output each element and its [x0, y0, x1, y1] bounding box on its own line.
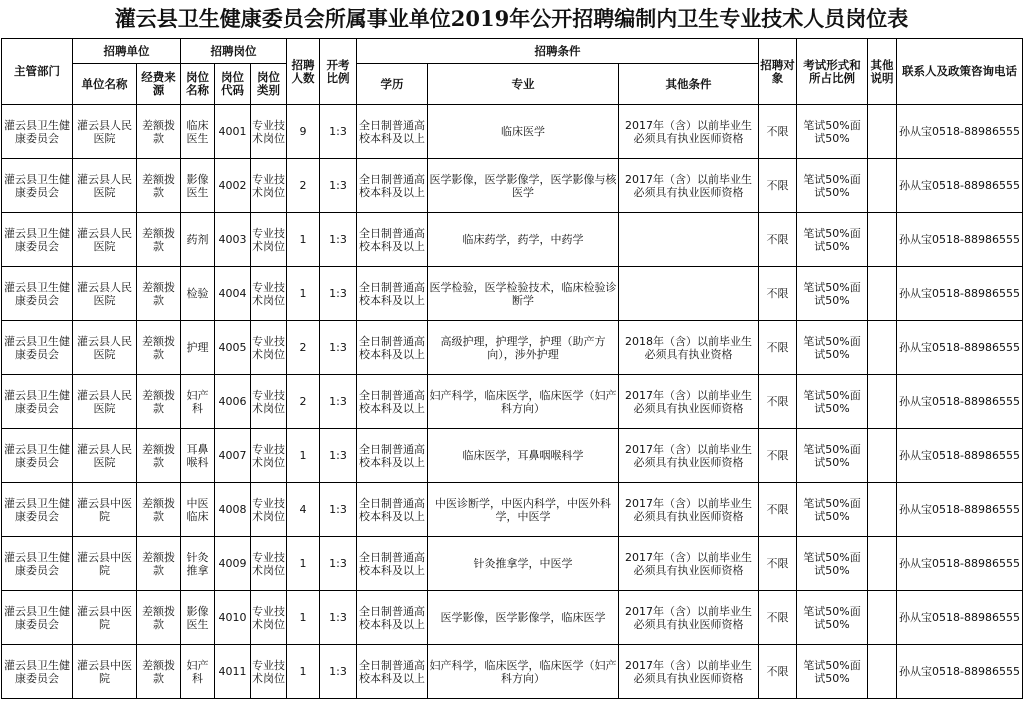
cell-other-condition: 2017年（含）以前毕业生必须具有执业医师资格: [619, 591, 759, 645]
table-row: [2, 321, 1023, 375]
cell-target: 不限: [759, 645, 797, 699]
cell-exam: 笔试50%面试50%: [797, 483, 868, 537]
cell-contact: 孙从宝0518-88986555: [897, 105, 1023, 159]
header-count: 招聘人数: [287, 39, 320, 105]
cell-other-condition: 2017年（含）以前毕业生必须具有执业医师资格: [619, 483, 759, 537]
cell-post-type: 专业技术岗位: [251, 321, 287, 375]
cell-note: [868, 483, 897, 537]
cell-post-name: 中医临床: [181, 483, 215, 537]
cell-other-condition: [619, 213, 759, 267]
header-post-type: 岗位类别: [251, 64, 287, 105]
cell-other-condition: 2017年（含）以前毕业生必须具有执业医师资格: [619, 537, 759, 591]
cell-count: 9: [287, 105, 320, 159]
cell-post-name: 药剂: [181, 213, 215, 267]
cell-funding: 差额拨款: [137, 591, 181, 645]
cell-education: 全日制普通高校本科及以上: [357, 321, 428, 375]
cell-major: 临床药学，药学，中药学: [428, 213, 619, 267]
cell-post-type: 专业技术岗位: [251, 537, 287, 591]
cell-contact: 孙从宝0518-88986555: [897, 591, 1023, 645]
cell-post-code: 4008: [215, 483, 251, 537]
cell-note: [868, 645, 897, 699]
cell-post-type: 专业技术岗位: [251, 591, 287, 645]
cell-count: 2: [287, 375, 320, 429]
header-other-note: 其他说明: [868, 39, 897, 105]
cell-count: 2: [287, 321, 320, 375]
table-row: [2, 213, 1023, 267]
header-contact: 联系人及政策咨询电话: [897, 39, 1023, 105]
cell-funding: 差额拨款: [137, 267, 181, 321]
cell-major: 高级护理，护理学，护理（助产方向），涉外护理: [428, 321, 619, 375]
cell-exam: 笔试50%面试50%: [797, 105, 868, 159]
cell-post-type: 专业技术岗位: [251, 159, 287, 213]
cell-contact: 孙从宝0518-88986555: [897, 429, 1023, 483]
cell-exam: 笔试50%面试50%: [797, 645, 868, 699]
cell-dept: 灌云县卫生健康委员会: [2, 483, 73, 537]
cell-note: [868, 213, 897, 267]
cell-unit-name: 灌云县中医院: [73, 591, 137, 645]
cell-count: 2: [287, 159, 320, 213]
cell-major: 妇产科学，临床医学，临床医学（妇产科方向）: [428, 375, 619, 429]
cell-dept: 灌云县卫生健康委员会: [2, 375, 73, 429]
cell-dept: 灌云县卫生健康委员会: [2, 537, 73, 591]
cell-contact: 孙从宝0518-88986555: [897, 483, 1023, 537]
cell-post-code: 4002: [215, 159, 251, 213]
cell-funding: 差额拨款: [137, 537, 181, 591]
cell-post-name: 影像医生: [181, 591, 215, 645]
positions-table: [1, 38, 1023, 699]
table-row: [2, 375, 1023, 429]
cell-funding: 差额拨款: [137, 645, 181, 699]
cell-dept: 灌云县卫生健康委员会: [2, 213, 73, 267]
cell-target: 不限: [759, 483, 797, 537]
cell-unit-name: 灌云县人民医院: [73, 429, 137, 483]
table-row: [2, 159, 1023, 213]
cell-other-condition: 2017年（含）以前毕业生必须具有执业医师资格: [619, 105, 759, 159]
cell-dept: 灌云县卫生健康委员会: [2, 321, 73, 375]
cell-post-code: 4006: [215, 375, 251, 429]
cell-unit-name: 灌云县中医院: [73, 645, 137, 699]
cell-post-type: 专业技术岗位: [251, 645, 287, 699]
cell-post-code: 4010: [215, 591, 251, 645]
cell-target: 不限: [759, 375, 797, 429]
cell-ratio: 1:3: [320, 429, 357, 483]
table-body: [2, 105, 1023, 699]
cell-note: [868, 537, 897, 591]
cell-post-code: 4003: [215, 213, 251, 267]
cell-note: [868, 429, 897, 483]
header-post-group: 招聘岗位: [181, 39, 287, 64]
cell-note: [868, 321, 897, 375]
cell-count: 1: [287, 267, 320, 321]
header-other-condition: 其他条件: [619, 64, 759, 105]
cell-count: 1: [287, 429, 320, 483]
cell-post-name: 影像医生: [181, 159, 215, 213]
cell-target: 不限: [759, 591, 797, 645]
table-row: [2, 483, 1023, 537]
header-post-name: 岗位名称: [181, 64, 215, 105]
cell-ratio: 1:3: [320, 591, 357, 645]
cell-note: [868, 159, 897, 213]
page-title: 灌云县卫生健康委员会所属事业单位2019年公开招聘编制内卫生专业技术人员岗位表: [114, 6, 909, 31]
table-row: [2, 429, 1023, 483]
cell-post-code: 4009: [215, 537, 251, 591]
table-row: [2, 105, 1023, 159]
header-dept: 主管部门: [2, 39, 73, 105]
cell-education: 全日制普通高校本科及以上: [357, 483, 428, 537]
cell-target: 不限: [759, 537, 797, 591]
cell-note: [868, 105, 897, 159]
cell-education: 全日制普通高校本科及以上: [357, 213, 428, 267]
cell-other-condition: 2017年（含）以前毕业生必须具有执业医师资格: [619, 375, 759, 429]
cell-ratio: 1:3: [320, 105, 357, 159]
cell-exam: 笔试50%面试50%: [797, 321, 868, 375]
cell-contact: 孙从宝0518-88986555: [897, 159, 1023, 213]
cell-note: [868, 375, 897, 429]
cell-education: 全日制普通高校本科及以上: [357, 105, 428, 159]
cell-major: 医学影像，医学影像学，临床医学: [428, 591, 619, 645]
header-major: 专业: [428, 64, 619, 105]
cell-count: 1: [287, 591, 320, 645]
cell-post-name: 妇产科: [181, 375, 215, 429]
cell-post-code: 4011: [215, 645, 251, 699]
cell-post-code: 4001: [215, 105, 251, 159]
cell-target: 不限: [759, 321, 797, 375]
cell-target: 不限: [759, 267, 797, 321]
cell-exam: 笔试50%面试50%: [797, 537, 868, 591]
cell-contact: 孙从宝0518-88986555: [897, 375, 1023, 429]
cell-post-code: 4005: [215, 321, 251, 375]
cell-dept: 灌云县卫生健康委员会: [2, 429, 73, 483]
cell-contact: 孙从宝0518-88986555: [897, 321, 1023, 375]
cell-post-name: 针灸推拿: [181, 537, 215, 591]
header-unit-name: 单位名称: [73, 64, 137, 105]
cell-exam: 笔试50%面试50%: [797, 591, 868, 645]
cell-post-code: 4007: [215, 429, 251, 483]
cell-dept: 灌云县卫生健康委员会: [2, 159, 73, 213]
cell-major: 妇产科学，临床医学，临床医学（妇产科方向）: [428, 645, 619, 699]
cell-count: 1: [287, 213, 320, 267]
cell-major: 医学检验，医学检验技术，临床检验诊断学: [428, 267, 619, 321]
cell-unit-name: 灌云县人民医院: [73, 105, 137, 159]
cell-exam: 笔试50%面试50%: [797, 267, 868, 321]
header-ratio: 开考比例: [320, 39, 357, 105]
cell-dept: 灌云县卫生健康委员会: [2, 645, 73, 699]
cell-exam: 笔试50%面试50%: [797, 213, 868, 267]
cell-exam: 笔试50%面试50%: [797, 429, 868, 483]
cell-education: 全日制普通高校本科及以上: [357, 267, 428, 321]
cell-education: 全日制普通高校本科及以上: [357, 429, 428, 483]
cell-unit-name: 灌云县人民医院: [73, 159, 137, 213]
header-exam: 考试形式和所占比例: [797, 39, 868, 105]
cell-unit-name: 灌云县人民医院: [73, 321, 137, 375]
cell-unit-name: 灌云县人民医院: [73, 267, 137, 321]
cell-other-condition: [619, 267, 759, 321]
table-row: [2, 645, 1023, 699]
cell-post-name: 耳鼻喉科: [181, 429, 215, 483]
header-post-code: 岗位代码: [215, 64, 251, 105]
cell-unit-name: 灌云县中医院: [73, 537, 137, 591]
cell-ratio: 1:3: [320, 267, 357, 321]
cell-education: 全日制普通高校本科及以上: [357, 591, 428, 645]
cell-post-type: 专业技术岗位: [251, 105, 287, 159]
cell-major: 针灸推拿学，中医学: [428, 537, 619, 591]
cell-count: 1: [287, 537, 320, 591]
cell-unit-name: 灌云县人民医院: [73, 375, 137, 429]
cell-education: 全日制普通高校本科及以上: [357, 645, 428, 699]
cell-note: [868, 267, 897, 321]
cell-post-type: 专业技术岗位: [251, 213, 287, 267]
cell-contact: 孙从宝0518-88986555: [897, 213, 1023, 267]
cell-count: 4: [287, 483, 320, 537]
cell-ratio: 1:3: [320, 321, 357, 375]
cell-post-type: 专业技术岗位: [251, 267, 287, 321]
cell-count: 1: [287, 645, 320, 699]
cell-major: 临床医学，耳鼻咽喉科学: [428, 429, 619, 483]
cell-contact: 孙从宝0518-88986555: [897, 645, 1023, 699]
cell-major: 医学影像，医学影像学，医学影像与核医学: [428, 159, 619, 213]
cell-ratio: 1:3: [320, 645, 357, 699]
cell-contact: 孙从宝0518-88986555: [897, 537, 1023, 591]
cell-ratio: 1:3: [320, 213, 357, 267]
cell-funding: 差额拨款: [137, 105, 181, 159]
cell-major: 中医诊断学，中医内科学，中医外科学，中医学: [428, 483, 619, 537]
cell-funding: 差额拨款: [137, 213, 181, 267]
table-row: [2, 591, 1023, 645]
header-row-1: [2, 39, 1023, 64]
cell-ratio: 1:3: [320, 483, 357, 537]
cell-ratio: 1:3: [320, 537, 357, 591]
cell-dept: 灌云县卫生健康委员会: [2, 591, 73, 645]
cell-other-condition: 2018年（含）以前毕业生必须具有执业资格: [619, 321, 759, 375]
cell-post-type: 专业技术岗位: [251, 483, 287, 537]
cell-dept: 灌云县卫生健康委员会: [2, 267, 73, 321]
cell-contact: 孙从宝0518-88986555: [897, 267, 1023, 321]
cell-exam: 笔试50%面试50%: [797, 375, 868, 429]
cell-post-name: 护理: [181, 321, 215, 375]
cell-target: 不限: [759, 159, 797, 213]
cell-post-name: 临床医生: [181, 105, 215, 159]
cell-unit-name: 灌云县人民医院: [73, 213, 137, 267]
cell-major: 临床医学: [428, 105, 619, 159]
cell-target: 不限: [759, 105, 797, 159]
cell-target: 不限: [759, 213, 797, 267]
cell-note: [868, 591, 897, 645]
cell-post-type: 专业技术岗位: [251, 429, 287, 483]
cell-unit-name: 灌云县中医院: [73, 483, 137, 537]
cell-post-name: 检验: [181, 267, 215, 321]
table-row: [2, 267, 1023, 321]
cell-dept: 灌云县卫生健康委员会: [2, 105, 73, 159]
cell-education: 全日制普通高校本科及以上: [357, 375, 428, 429]
header-unit-group: 招聘单位: [73, 39, 181, 64]
cell-post-code: 4004: [215, 267, 251, 321]
header-funding: 经费来源: [137, 64, 181, 105]
header-education: 学历: [357, 64, 428, 105]
cell-other-condition: 2017年（含）以前毕业生必须具有执业医师资格: [619, 645, 759, 699]
cell-funding: 差额拨款: [137, 159, 181, 213]
cell-post-name: 妇产科: [181, 645, 215, 699]
cell-other-condition: 2017年（含）以前毕业生必须具有执业医师资格: [619, 429, 759, 483]
cell-funding: 差额拨款: [137, 483, 181, 537]
cell-funding: 差额拨款: [137, 429, 181, 483]
cell-ratio: 1:3: [320, 375, 357, 429]
cell-funding: 差额拨款: [137, 375, 181, 429]
cell-exam: 笔试50%面试50%: [797, 159, 868, 213]
cell-funding: 差额拨款: [137, 321, 181, 375]
cell-education: 全日制普通高校本科及以上: [357, 159, 428, 213]
cell-ratio: 1:3: [320, 159, 357, 213]
header-condition-group: 招聘条件: [357, 39, 759, 64]
table-row: [2, 537, 1023, 591]
cell-target: 不限: [759, 429, 797, 483]
cell-other-condition: 2017年（含）以前毕业生必须具有执业医师资格: [619, 159, 759, 213]
header-target: 招聘对象: [759, 39, 797, 105]
cell-education: 全日制普通高校本科及以上: [357, 537, 428, 591]
cell-post-type: 专业技术岗位: [251, 375, 287, 429]
